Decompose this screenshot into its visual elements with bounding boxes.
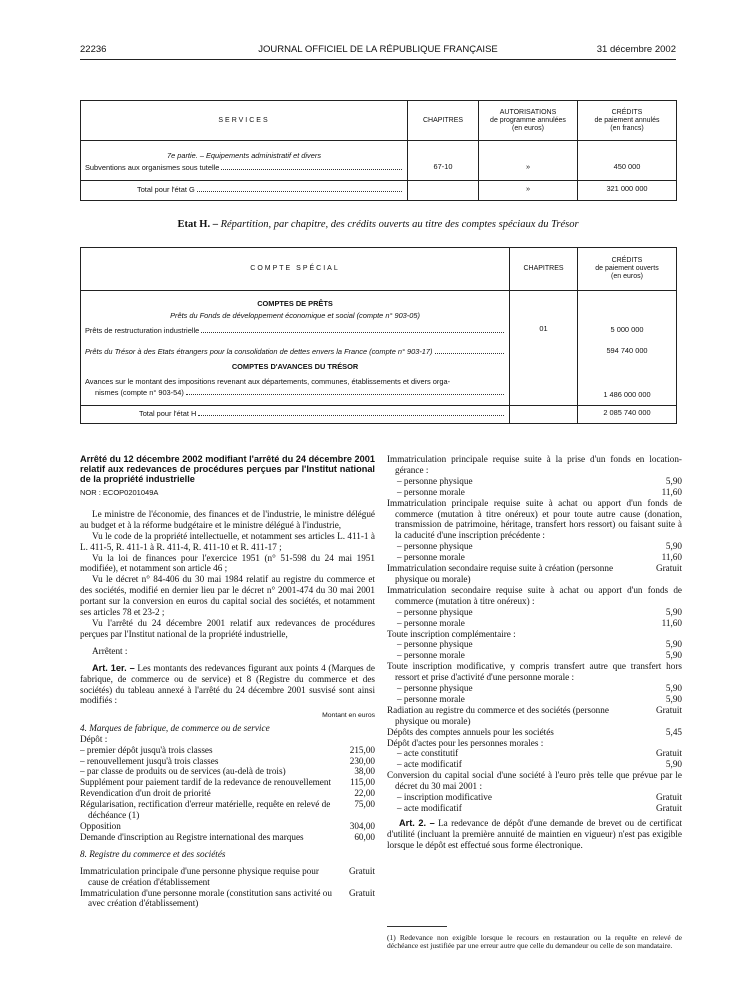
fee-list-section-8-cont: [387, 454, 682, 814]
total-row: Total pour l'état H: [139, 408, 505, 420]
section-4: 4. Marques de fabrique, de commerce ou de service: [80, 722, 270, 733]
fee-value: 215,00: [349, 744, 375, 755]
fee-row: [387, 803, 682, 814]
nor: NOR : ECOP0201049A: [80, 488, 159, 497]
page-number: 22236: [80, 44, 107, 55]
journal-title: JOURNAL OFFICIEL DE LA RÉPUBLIQUE FRANÇAISE: [258, 44, 498, 55]
fee-value: 11,60: [661, 552, 682, 563]
fee-row: [80, 866, 375, 888]
fee-value: 5,90: [665, 606, 682, 617]
fee-value: 5,90: [665, 650, 682, 661]
right-column: [387, 454, 682, 851]
fee-value: Gratuit: [655, 748, 682, 759]
fee-row: [80, 788, 375, 799]
fee-label: – acte modificatif: [397, 803, 462, 813]
col-header-services: SERVICES: [81, 101, 408, 141]
fee-value: 5,90: [665, 639, 682, 650]
table-row: Prêts de restructuration industrielle: [85, 325, 505, 337]
fee-row: [387, 650, 682, 661]
fee-value: Gratuit: [348, 865, 375, 876]
section-comptes-prets: COMPTES DE PRÊTS: [257, 299, 333, 308]
fee-list-section-8: [80, 866, 375, 910]
fee-value: Gratuit: [655, 792, 682, 803]
fee-value: 5,90: [665, 475, 682, 486]
article-2: Art. 2. – La redevance de dépôt d'une demande de brevet ou de certificat d'utilité (incluant la première annuité de maintien en vigueur) n'est pas exigible lorsque le dépôt est effectué sous forme électronique.: [387, 817, 683, 850]
fee-list-section-4: [80, 745, 375, 843]
left-column: [80, 454, 375, 909]
fee-value: 11,60: [661, 617, 682, 628]
fee-value: 5,90: [665, 693, 682, 704]
fee-label: – personne morale: [397, 486, 465, 497]
fee-label: – premier dépôt jusqu'à trois classes: [80, 744, 213, 755]
col-header-chapitres: CHAPITRES: [510, 248, 578, 291]
table-row: nismes (compte n° 903-54): [85, 387, 505, 399]
fee-row: [80, 766, 375, 777]
col-header-chapitres: CHAPITRES: [408, 101, 479, 141]
fee-label: – acte modificatif: [397, 759, 462, 770]
arrete-title: Arrêté du 12 décembre 2002 modifiant l'arrêté du 24 décembre 2001 relatif aux redevances de procédures perçues par l'Institut national de la propriété industrielle: [80, 454, 375, 484]
fee-group-head: Dépôt d'actes pour les personnes morales :: [387, 737, 544, 748]
fee-row: [387, 727, 682, 738]
fee-group-head: Immatriculation secondaire requise suite à achat ou apport d'un fonds de commerce (mutation à titre onéreux) :: [387, 584, 682, 606]
fee-row: [387, 552, 682, 563]
row3-value: 1 486 000 000: [603, 390, 651, 399]
header-rule: [80, 59, 676, 60]
row-autorisation: »: [479, 141, 578, 181]
visa-3: Vu la loi de finances pour l'exercice 1951 (n° 51-598 du 24 mai 1951 modifiée), et notamment son article 46 ;: [80, 552, 375, 574]
table-row: Subventions aux organismes sous tutelle: [85, 162, 403, 174]
fee-row: [80, 832, 375, 843]
fee-label: Immatriculation principale d'une personne physique requise pour cause de création d'établissement: [80, 865, 319, 887]
fee-label: Demande d'inscription au Registre international des marques: [80, 831, 304, 842]
fee-group-head: Toute inscription modificative, y compris transfert autre que transfert hors ressort et prise d'activité d'une personne morale :: [387, 661, 682, 683]
fee-label: – acte constitutif: [397, 748, 459, 759]
fee-row: [387, 705, 682, 727]
fee-row: [80, 821, 375, 832]
fee-row: [387, 639, 682, 650]
etat-h-title: Etat H. – Répartition, par chapitre, des crédits ouverts au titre des comptes spéciaux du Trésor: [177, 219, 579, 230]
section-8: 8. Registre du commerce et des sociétés: [80, 848, 226, 859]
fee-label: – personne physique: [397, 475, 473, 486]
fee-label: – personne morale: [397, 650, 465, 661]
fee-row: [387, 618, 682, 629]
fee-value: Gratuit: [655, 704, 682, 715]
issue-date: 31 décembre 2002: [596, 44, 676, 55]
fee-label: – personne morale: [397, 693, 465, 704]
fee-value: 230,00: [349, 755, 375, 766]
fee-group-head: Immatriculation principale requise suite à la prise d'un fonds en location-gérance :: [387, 454, 682, 475]
row1-chapitre: 01: [510, 291, 578, 406]
visa-1: Le ministre de l'économie, des finances et de l'industrie, le ministre délégué au budget et à la réforme budgétaire et le ministre délégué à l'industrie,: [80, 508, 375, 530]
fee-row: [387, 487, 682, 498]
fee-value: 5,45: [665, 726, 682, 737]
fee-row: [80, 777, 375, 788]
fee-value: 115,00: [350, 777, 375, 788]
fee-value: 22,00: [354, 788, 375, 799]
row3-label-1: Avances sur le montant des impositions revenant aux départements, communes, établissements et divers orga-: [85, 376, 451, 386]
col-header-compte: COMPTE SPÉCIAL: [81, 248, 510, 291]
fee-value: Gratuit: [348, 887, 375, 898]
fee-row: [387, 792, 682, 803]
fee-row: [80, 888, 375, 910]
fee-value: 304,00: [349, 820, 375, 831]
fee-row: [80, 799, 375, 821]
article-1: Art. 1er. – Les montants des redevances figurant aux points 4 (Marques de fabrique, de commerce ou de service) et 8 (Registre du commerce et des sociétés) du tableau annexé à l'arrêté du 24 décembre 2001 susvisé sont ainsi modifiés :: [80, 662, 375, 706]
depot-label: Dépôt :: [80, 733, 108, 744]
visa-4: Vu le décret n° 84-406 du 30 mai 1984 relatif au registre du commerce et des sociétés, modifié en dernier lieu par le décret n° 2001-474 du 30 mai 2001 portant sur la conversion en euros du capital social des sociétés, et notamment ses articles 78 et 23-2 ;: [80, 574, 375, 618]
fee-label: – personne physique: [397, 541, 473, 552]
fee-label: – personne physique: [397, 606, 473, 617]
fee-label: Immatriculation d'une personne morale (constitution sans activité ou avec création d'établissement): [80, 887, 332, 909]
partie-label: 7e partie. – Equipements administratif et divers: [166, 151, 322, 160]
fee-value: 60,00: [354, 831, 375, 842]
fee-value: Gratuit: [655, 563, 682, 574]
fee-label: Immatriculation secondaire requise suite à création (personne physique ou morale): [387, 563, 614, 584]
fee-value: 38,00: [354, 766, 375, 777]
section-sub: Prêts du Fonds de développement économique et social (compte n° 903-05): [170, 310, 420, 320]
fee-label: Revendication d'un droit de priorité: [80, 788, 211, 799]
fee-label: Dépôts des comptes annuels pour les sociétés: [387, 726, 554, 737]
fee-value: 5,90: [665, 541, 682, 552]
total-credit: 321 000 000: [578, 181, 677, 201]
footnote-rule: [387, 926, 447, 927]
fee-label: Opposition: [80, 820, 121, 831]
fee-label: – personne morale: [397, 617, 465, 628]
col-header-autorisations: AUTORISATIONS de programme annulées (en euros): [479, 101, 578, 141]
fee-label: – inscription modificative: [397, 792, 492, 803]
row-chapitre: 67-10: [408, 141, 479, 181]
visa-5: Vu l'arrêté du 24 décembre 2001 relatif aux redevances de procédures perçues par l'Institut national de la propriété industrielle,: [80, 617, 375, 639]
table-etat-g: [80, 100, 677, 201]
fee-value: 75,00: [354, 799, 375, 810]
fee-group-head: Toute inscription complémentaire :: [387, 628, 516, 639]
fee-row: [387, 607, 682, 618]
col-header-credits: CRÉDITS de paiement ouverts (en euros): [578, 248, 677, 291]
fee-row: [387, 683, 682, 694]
row1-value: 5 000 000: [610, 325, 644, 334]
row-credit: 450 000: [578, 141, 677, 181]
fee-row: [387, 541, 682, 552]
fee-row: [80, 756, 375, 767]
montant-header: Montant en euros: [322, 712, 375, 720]
fee-row: [387, 476, 682, 487]
fee-value: Gratuit: [655, 803, 682, 813]
fee-row: [387, 694, 682, 705]
section-comptes-avances: COMPTES D'AVANCES DU TRÉSOR: [231, 362, 359, 371]
fee-group-head: Immatriculation principale requise suite à achat ou apport d'un fonds de commerce (mutation à titre onéreux) et pour toute autre cause (donation, transmission de patrimoine, héritage, transfert hors ressort) ou faisant suite à la caducité d'une inscription précédente :: [387, 497, 682, 541]
fee-value: 5,90: [665, 683, 682, 694]
total-row: Total pour l'état G: [137, 184, 403, 196]
row2-value: 594 740 000: [606, 345, 648, 355]
fee-row: [387, 748, 682, 759]
fee-row: [387, 563, 682, 585]
total-autorisation: »: [479, 181, 578, 201]
fee-label: – renouvellement jusqu'à trois classes: [80, 755, 219, 766]
fee-label: Régularisation, rectification d'erreur matérielle, requête en relevé de déchéance (1): [80, 799, 331, 821]
footnote: (1) Redevance non exigible lorsque le recours en restauration ou la requête en relevé de déchéance est justifiée par une erreur autre que celle du demandeur ou celle de son mandataire.: [387, 933, 682, 951]
fee-label: – par classe de produits ou de services (au-delà de trois): [80, 766, 286, 777]
fee-label: Supplément pour paiement tardif de la redevance de renouvellement: [80, 777, 332, 788]
visa-2: Vu le code de la propriété intellectuelle, et notamment ses articles L. 411-1 à L. 411-5, R. 411-1 à R. 411-4, R. 411-10 et R. 411-17 ;: [80, 530, 375, 552]
total-value: 2 085 740 000: [578, 406, 677, 424]
fee-label: – personne physique: [397, 639, 473, 650]
fee-row: [80, 745, 375, 756]
fee-label: – personne physique: [397, 683, 473, 694]
fee-row: [387, 759, 682, 770]
col-header-credits: CRÉDITS de paiement annulés (en francs): [578, 101, 677, 141]
fee-value: 5,90: [665, 759, 682, 770]
arretent: Arrêtent :: [92, 645, 128, 656]
fee-group-head: Conversion du capital social d'une société à l'euro près telle que prévue par le décret du 30 mai 2001 :: [387, 770, 682, 792]
table-row: Prêts du Trésor à des Etats étrangers pour la consolidation de dettes envers la France (compte n° 903-17): [85, 346, 505, 358]
fee-label: – personne morale: [397, 552, 465, 563]
table-etat-h: [80, 247, 677, 424]
fee-value: 11,60: [661, 486, 682, 497]
fee-label: Radiation au registre du commerce et des sociétés (personne physique ou morale): [387, 704, 609, 726]
